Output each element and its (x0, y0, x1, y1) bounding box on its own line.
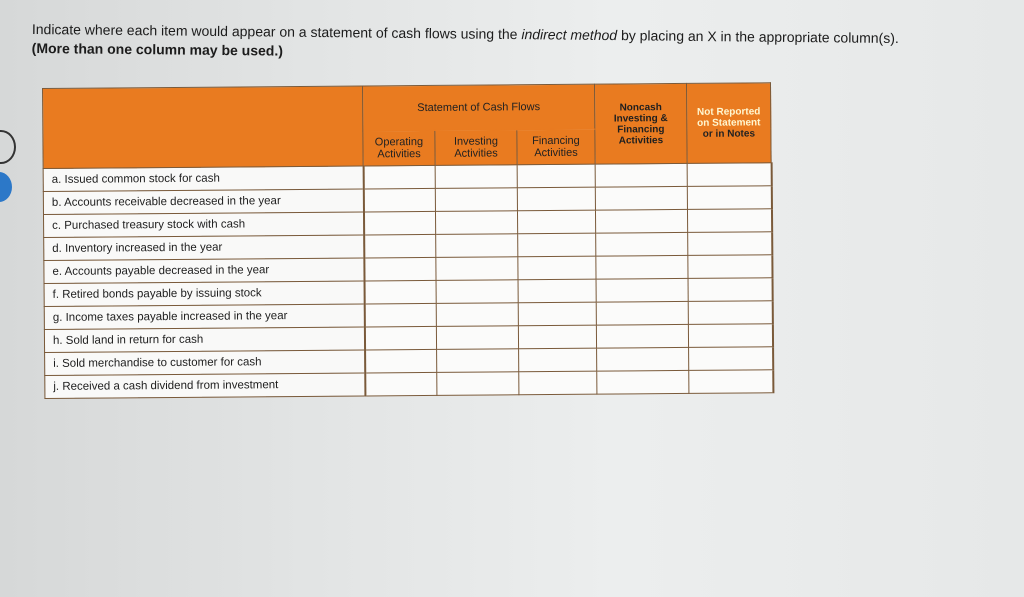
answer-cell-investing[interactable] (437, 349, 519, 373)
answer-cell-not-reported[interactable] (688, 324, 772, 348)
answer-cell-operating[interactable] (364, 257, 436, 281)
answer-cell-not-reported[interactable] (688, 255, 772, 279)
row-label: c. Purchased treasury stock with cash (43, 212, 363, 238)
answer-cell-investing[interactable] (437, 372, 519, 396)
answer-cell-noncash[interactable] (595, 186, 687, 210)
header-investing (435, 130, 517, 166)
answer-cell-noncash[interactable] (595, 209, 687, 233)
answer-cell-financing[interactable] (518, 233, 596, 257)
header-operating (363, 130, 435, 166)
answer-cell-operating[interactable] (363, 188, 435, 212)
instructions-method: indirect method (521, 26, 618, 44)
header-not-reported-line: on Statement (697, 117, 761, 129)
answer-cell-noncash[interactable] (596, 278, 688, 302)
answer-cell-investing[interactable] (436, 326, 518, 350)
row-label: h. Sold land in return for cash (44, 327, 364, 353)
header-noncash (594, 83, 687, 164)
table-row (45, 370, 773, 399)
answer-cell-investing[interactable] (435, 211, 517, 235)
answer-cell-financing[interactable] (518, 325, 596, 349)
answer-cell-financing[interactable] (517, 187, 595, 211)
row-label: b. Accounts receivable decreased in the year (43, 189, 363, 215)
header-not-reported (686, 83, 771, 164)
header-investing-line: Activities (454, 147, 498, 160)
answer-cell-not-reported[interactable] (688, 301, 772, 325)
header-noncash-line: Investing & (613, 112, 668, 125)
header-investing-line: Investing (453, 135, 498, 148)
answer-cell-operating[interactable] (363, 211, 435, 235)
answer-cell-noncash[interactable] (595, 163, 687, 187)
row-label: f. Retired bonds payable by issuing stock (44, 281, 364, 307)
answer-cell-not-reported[interactable] (688, 278, 772, 302)
answer-cell-financing[interactable] (519, 371, 597, 395)
side-tab-outline[interactable] (0, 130, 16, 164)
header-operating-line: Operating (374, 136, 424, 149)
answer-cell-operating[interactable] (365, 349, 437, 373)
answer-cell-investing[interactable] (436, 303, 518, 327)
answer-cell-investing[interactable] (435, 165, 517, 189)
answer-cell-financing[interactable] (518, 256, 596, 280)
answer-cell-financing[interactable] (517, 210, 595, 234)
answer-cell-operating[interactable] (364, 234, 436, 258)
answer-cell-operating[interactable] (363, 165, 435, 189)
table-body (43, 163, 773, 399)
instructions-middle: by placing an X in the appropriate column(s). (617, 27, 899, 47)
answer-cell-noncash[interactable] (596, 232, 688, 256)
answer-cell-operating[interactable] (365, 372, 437, 396)
answer-cell-financing[interactable] (519, 348, 597, 372)
answer-cell-not-reported[interactable] (688, 232, 772, 256)
header-financing-line: Financing (532, 134, 580, 148)
answer-cell-not-reported[interactable] (687, 163, 771, 187)
answer-cell-not-reported[interactable] (687, 209, 771, 233)
header-noncash-line: Noncash (619, 101, 662, 113)
answer-cell-noncash[interactable] (596, 324, 688, 348)
answer-cell-operating[interactable] (364, 280, 436, 304)
answer-cell-not-reported[interactable] (689, 347, 773, 371)
answer-cell-noncash[interactable] (596, 301, 688, 325)
header-operating-line: Activities (377, 148, 421, 161)
side-tab-active[interactable] (0, 172, 12, 202)
answer-cell-investing[interactable] (436, 234, 518, 258)
header-financing-line: Activities (534, 146, 578, 160)
header-noncash-line: Activities (618, 134, 664, 146)
answer-cell-financing[interactable] (517, 164, 595, 188)
answer-cell-noncash[interactable] (597, 347, 689, 371)
row-label: i. Sold merchandise to customer for cash (45, 350, 365, 376)
header-blank (43, 86, 364, 169)
answer-cell-investing[interactable] (436, 280, 518, 304)
row-label: e. Accounts payable decreased in the year (44, 258, 364, 284)
answer-cell-noncash[interactable] (596, 255, 688, 279)
instructions-text (32, 20, 932, 67)
answer-cell-investing[interactable] (436, 257, 518, 281)
answer-cell-operating[interactable] (364, 303, 436, 327)
row-label: d. Inventory increased in the year (44, 235, 364, 261)
header-not-reported-line: Not Reported (696, 106, 761, 118)
answer-cell-financing[interactable] (518, 302, 596, 326)
header-statement-of-cash-flows: Statement of Cash Flows (362, 84, 594, 131)
answer-cell-noncash[interactable] (597, 370, 689, 394)
answer-sheet (42, 82, 776, 406)
row-label: g. Income taxes payable increased in the year (44, 304, 364, 330)
header-not-reported-line: or in Notes (702, 128, 756, 140)
header-financing (517, 129, 595, 165)
answer-cell-investing[interactable] (435, 188, 517, 212)
instructions-prefix: Indicate where each item would appear on a statement of cash flows using the (31, 20, 522, 43)
answer-cell-not-reported[interactable] (689, 370, 773, 394)
answer-cell-operating[interactable] (364, 326, 436, 350)
answer-cell-not-reported[interactable] (687, 186, 771, 210)
cash-flow-table (42, 82, 774, 399)
row-label: a. Issued common stock for cash (43, 166, 363, 192)
instructions-note: (More than one column may be used.) (31, 39, 284, 59)
answer-cell-financing[interactable] (518, 279, 596, 303)
header-noncash-line: Financing (617, 123, 665, 135)
row-label: j. Received a cash dividend from investment (45, 373, 365, 399)
